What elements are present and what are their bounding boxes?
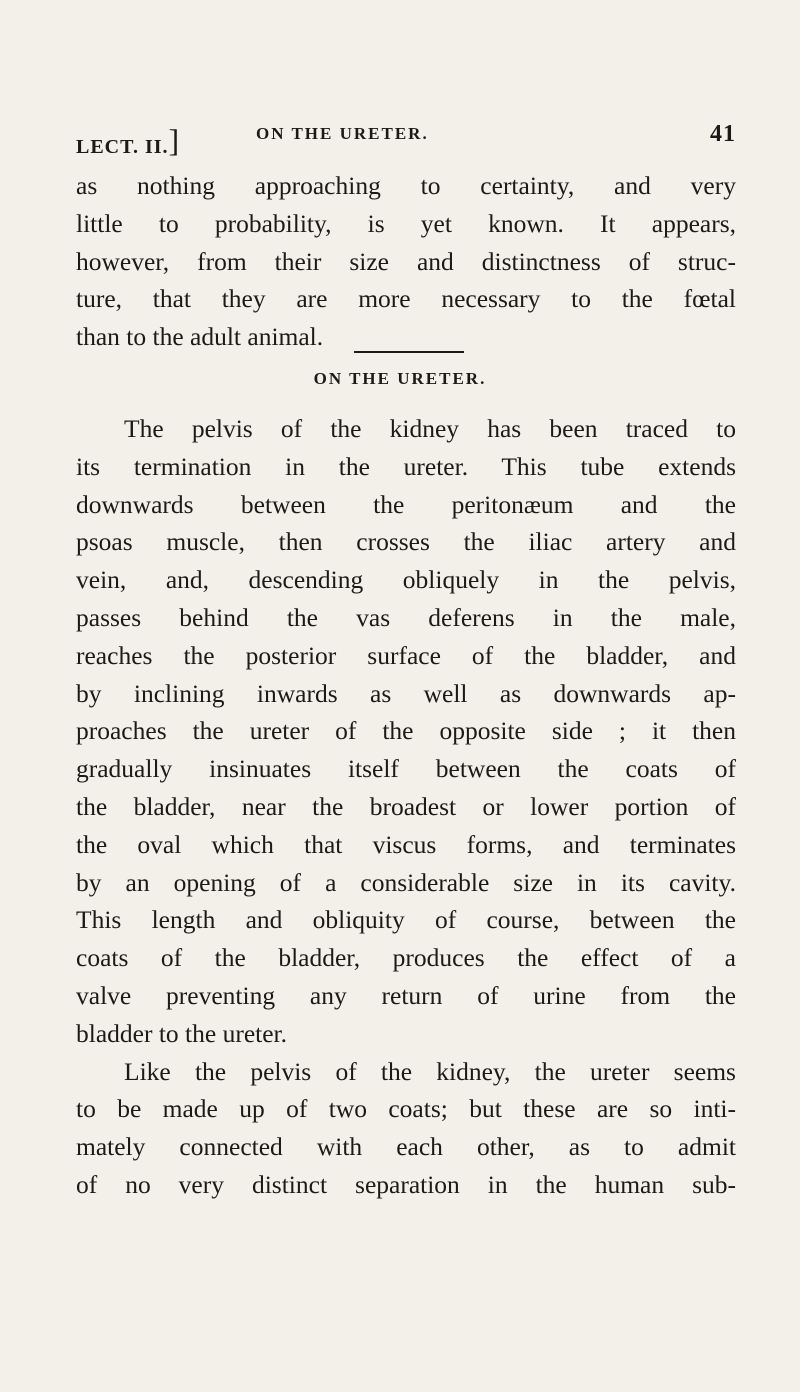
text-line: however, from their size and distinctness of struc- [76, 246, 736, 276]
text-line: Like the pelvis of the kidney, the ureter seems [124, 1056, 736, 1086]
paragraph-2 [76, 410, 736, 1204]
text-line: coats of the bladder, produces the effect of a [76, 943, 736, 973]
lecture-label: LECT. II.] [76, 122, 181, 158]
page-number: 41 [710, 121, 736, 147]
text-line: by inclining inwards as well as downwards ap- [76, 678, 736, 708]
text-line: than to the adult animal. [76, 322, 324, 352]
text-line: valve preventing any return of urine from the [76, 980, 736, 1010]
text-line: mately connected with each other, as to admit [76, 1132, 736, 1162]
section-divider [354, 351, 464, 353]
text-line: the bladder, near the broadest or lower portion of [76, 791, 736, 821]
text-line: The pelvis of the kidney has been traced to [124, 414, 736, 443]
text-line: passes behind the vas deferens in the male, [76, 602, 736, 632]
running-title: ON THE URETER. [256, 124, 429, 143]
text-line: This length and obliquity of course, between the [76, 905, 736, 935]
text-line: bladder to the ureter. [76, 1018, 287, 1048]
text-line: reaches the posterior surface of the bladder, and [76, 640, 736, 670]
text-line: of no very distinct separation in the human sub- [76, 1169, 736, 1199]
text-line: as nothing approaching to certainty, and very [76, 171, 736, 200]
text-line: its termination in the ureter. This tube extends [76, 451, 736, 481]
text-line: ture, that they are more necessary to the fœtal [76, 284, 736, 314]
text-line: the oval which that viscus forms, and terminates [76, 829, 736, 859]
text-line: gradually insinuates itself between the coats of [76, 754, 736, 784]
text-line: psoas muscle, then crosses the iliac artery and [76, 527, 736, 557]
section-heading: ON THE URETER. [313, 369, 487, 388]
bracket-glyph: ] [168, 122, 181, 158]
text-line: vein, and, descending obliquely in the pelvis, [76, 565, 736, 595]
text-line: by an opening of a considerable size in its cavity. [76, 867, 736, 897]
paragraph-1 [76, 167, 736, 356]
text-line: downwards between the peritonæum and the [76, 489, 736, 519]
text-line: little to probability, is yet known. It appears, [76, 208, 736, 238]
text-line: proaches the ureter of the opposite side ; it then [76, 716, 736, 746]
text-line: to be made up of two coats; but these are so inti- [76, 1094, 736, 1124]
running-head [76, 121, 736, 158]
